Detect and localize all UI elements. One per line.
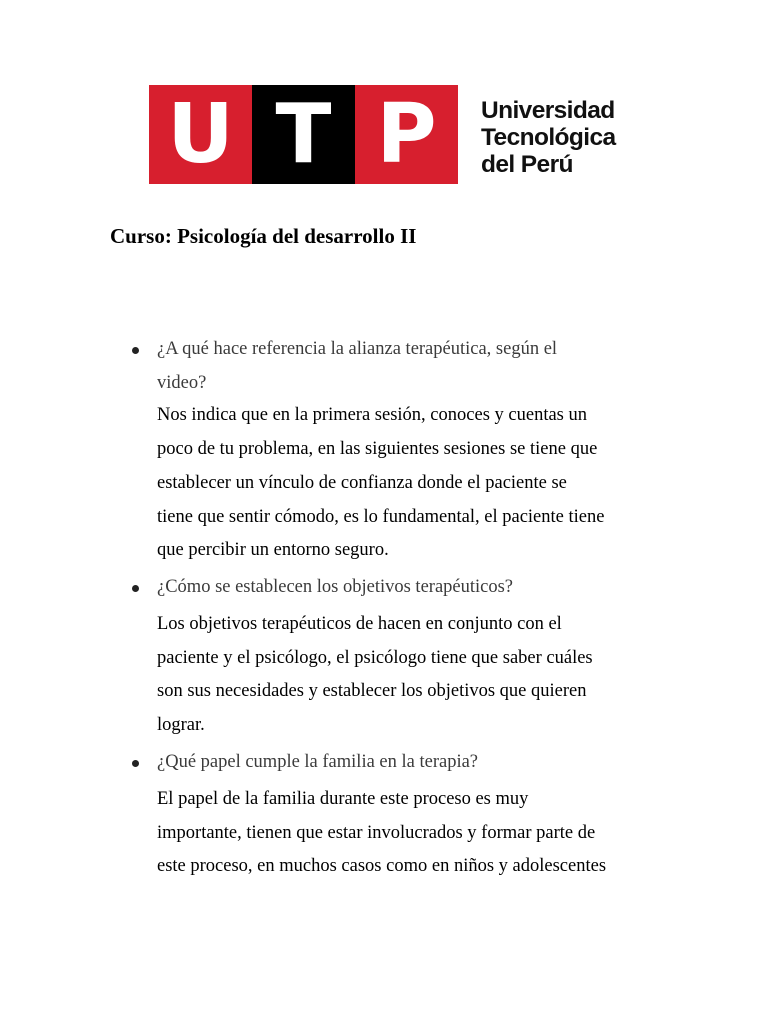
answer-line: importante, tienen que estar involucrados y formar parte de: [157, 823, 596, 843]
bullet-icon: [132, 585, 139, 592]
question-line: ¿Qué papel cumple la familia en la terapia?: [157, 752, 479, 772]
answer-line: paciente y el psicólogo, el psicólogo tiene que saber cuáles: [157, 648, 593, 668]
bullet-icon: [132, 760, 139, 767]
answer-line: que percibir un entorno seguro.: [157, 540, 389, 560]
bullet-icon: [132, 347, 139, 354]
answer-line: este proceso, en muchos casos como en niños y adolescentes: [157, 856, 607, 876]
course-title: Curso: Psicología del desarrollo II: [110, 224, 417, 248]
logo-letter-u: U: [149, 85, 252, 184]
answer-line: tiene que sentir cómodo, es lo fundamental, el paciente tiene: [157, 507, 605, 527]
logo-letter-p: P: [355, 85, 458, 184]
answer-line: lograr.: [157, 715, 205, 735]
question-line: ¿A qué hace referencia la alianza terapéutica, según el: [157, 339, 558, 359]
answer-line: poco de tu problema, en las siguientes sesiones se tiene que: [157, 439, 598, 459]
utp-logo: [149, 85, 621, 185]
university-name: [481, 97, 631, 178]
answer-line: son sus necesidades y establecer los objetivos que quieren: [157, 681, 587, 701]
university-name-line: Universidad: [481, 97, 615, 124]
answer-line: El papel de la familia durante este proceso es muy: [157, 789, 529, 809]
answer-line: Los objetivos terapéuticos de hacen en conjunto con el: [157, 614, 562, 634]
answer-line: Nos indica que en la primera sesión, conoces y cuentas un: [157, 405, 587, 425]
logo-letter-t: T: [252, 85, 355, 184]
university-name-line: del Perú: [481, 151, 573, 178]
answer-line: establecer un vínculo de confianza donde el paciente se: [157, 473, 567, 493]
question-line: ¿Cómo se establecen los objetivos terapéuticos?: [157, 577, 514, 597]
question-line: video?: [157, 373, 207, 393]
university-name-line: Tecnológica: [481, 124, 616, 151]
utp-logo-blocks: [149, 85, 458, 184]
